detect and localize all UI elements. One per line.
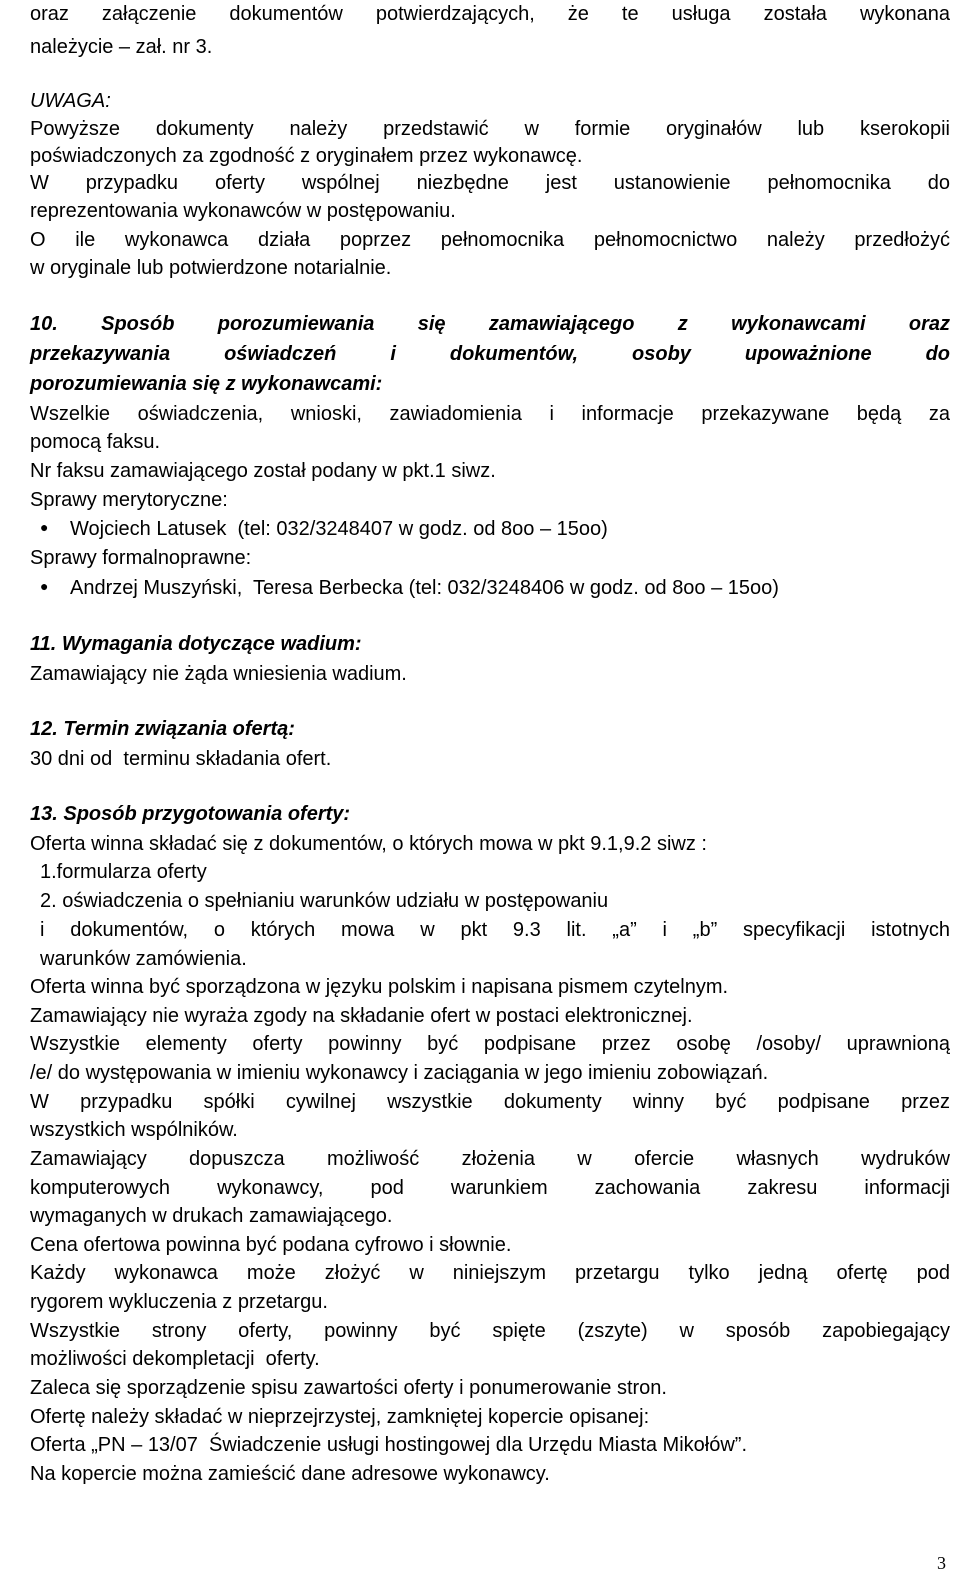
text-line: Zaleca się sporządzenie spisu zawartości oferty i ponumerowanie stron. — [30, 1377, 667, 1399]
section-10-heading: przekazywania oświadczeń i dokumentów, osoby upoważnione do — [30, 343, 950, 365]
text-line: możliwości dekompletacji oferty. — [30, 1348, 320, 1370]
merit-contact: Wojciech Latusek (tel: 032/3248407 w godz. od 8oo – 15oo) — [70, 518, 608, 540]
text-line: Cena ofertowa powinna być podana cyfrowo i słownie. — [30, 1234, 512, 1256]
text-line: Oferta „PN – 13/07 Świadczenie usługi hostingowej dla Urzędu Miasta Mikołów”. — [30, 1434, 748, 1456]
text-line: W przypadku oferty wspólnej niezbędne jest ustanowienie pełnomocnika do — [30, 172, 950, 194]
section-10-heading: porozumiewania się z wykonawcami: — [30, 373, 383, 395]
section-12-heading: 12. Termin związania ofertą: — [30, 718, 295, 740]
section-11-heading: 11. Wymagania dotyczące wadium: — [30, 633, 362, 655]
section-13-heading: 13. Sposób przygotowania oferty: — [30, 803, 351, 825]
text-line: wymaganych w drukach zamawiającego. — [30, 1205, 393, 1227]
page-number: 3 — [937, 1553, 946, 1573]
text-line: wszystkich wspólników. — [30, 1119, 238, 1141]
text-line: Ofertę należy składać w nieprzejrzystej, zamkniętej kopercie opisanej: — [30, 1406, 650, 1428]
text-line: Na kopercie można zamieścić dane adresowe wykonawcy. — [30, 1463, 550, 1485]
bullet-icon: ● — [40, 578, 49, 594]
bullet-icon: ● — [40, 519, 49, 535]
text-line: poświadczonych za zgodność z oryginałem przez wykonawcę. — [30, 145, 583, 167]
text-line: W przypadku spółki cywilnej wszystkie dokumenty winny być podpisane przez — [30, 1091, 950, 1113]
merit-label: Sprawy merytoryczne: — [30, 489, 228, 511]
uwaga-label: UWAGA: — [30, 90, 111, 112]
list-item: i dokumentów, o których mowa w pkt 9.3 lit. „a” i „b” specyfikacji istotnych — [40, 919, 950, 941]
text-line: należycie – zał. nr 3. — [30, 36, 213, 58]
text-line: oraz załączenie dokumentów potwierdzających, że te usługa została wykonana — [30, 3, 950, 25]
text-line: Oferta winna składać się z dokumentów, o których mowa w pkt 9.1,9.2 siwz : — [30, 833, 707, 855]
text-line: Każdy wykonawca może złożyć w niniejszym przetargu tylko jedną ofertę pod — [30, 1262, 950, 1284]
text-line: Zamawiający nie żąda wniesienia wadium. — [30, 663, 407, 685]
fax-line: Nr faksu zamawiającego został podany w pkt.1 siwz. — [30, 460, 496, 482]
text-line: Zamawiający nie wyraża zgody na składanie ofert w postaci elektronicznej. — [30, 1005, 693, 1027]
text-line: Zamawiający dopuszcza możliwość złożenia w ofercie własnych wydruków — [30, 1148, 950, 1170]
section-10-heading: 10. Sposób porozumiewania się zamawiającego z wykonawcami oraz — [30, 313, 950, 335]
text-line: O ile wykonawca działa poprzez pełnomocnika pełnomocnictwo należy przedłożyć — [30, 229, 950, 251]
text-line: Wszelkie oświadczenia, wnioski, zawiadomienia i informacje przekazywane będą za — [30, 403, 950, 425]
list-item: 2. oświadczenia o spełnianiu warunków udziału w postępowaniu — [40, 890, 609, 912]
text-line: Wszystkie strony oferty, powinny być spięte (zszyte) w sposób zapobiegający — [30, 1320, 950, 1342]
formal-label: Sprawy formalnoprawne: — [30, 547, 252, 569]
list-item: warunków zamówienia. — [40, 948, 247, 970]
text-line: rygorem wykluczenia z przetargu. — [30, 1291, 328, 1313]
text-line: 30 dni od terminu składania ofert. — [30, 748, 332, 770]
formal-contact: Andrzej Muszyński, Teresa Berbecka (tel: 032/3248406 w godz. od 8oo – 15oo) — [70, 577, 779, 599]
text-line: reprezentowania wykonawców w postępowaniu. — [30, 200, 456, 222]
text-line: Oferta winna być sporządzona w języku polskim i napisana pismem czytelnym. — [30, 976, 729, 998]
text-line: Powyższe dokumenty należy przedstawić w formie oryginałów lub kserokopii — [30, 118, 950, 140]
text-line: Wszystkie elementy oferty powinny być podpisane przez osobę /osoby/ uprawnioną — [30, 1033, 950, 1055]
text-line: komputerowych wykonawcy, pod warunkiem zachowania zakresu informacji — [30, 1177, 950, 1199]
text-line: pomocą faksu. — [30, 431, 161, 453]
text-line: /e/ do występowania w imieniu wykonawcy i zaciągania w jego imieniu zobowiązań. — [30, 1062, 769, 1084]
text-line: w oryginale lub potwierdzone notarialnie. — [30, 257, 392, 279]
list-item: 1.formularza oferty — [40, 861, 207, 883]
